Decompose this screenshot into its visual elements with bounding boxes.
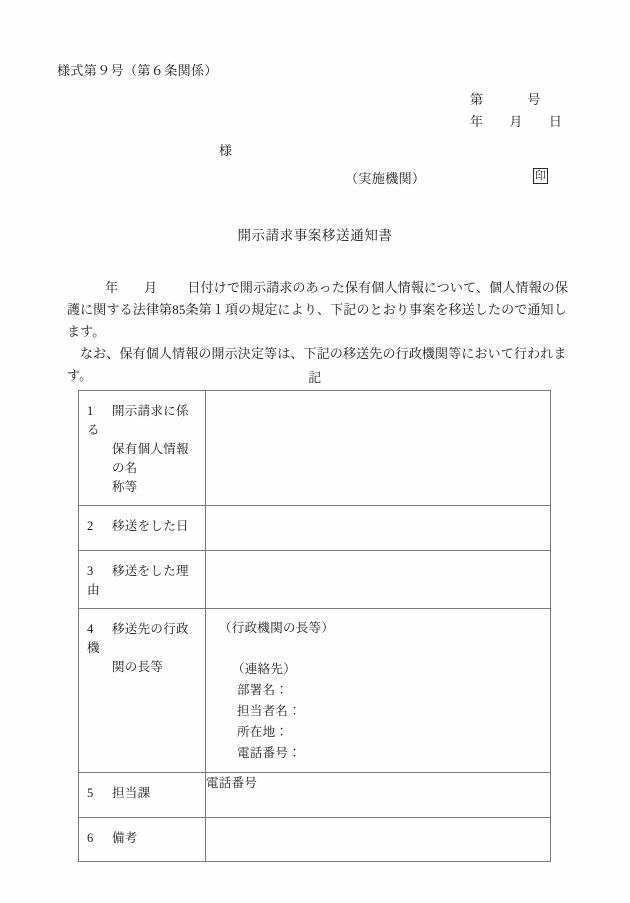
row-4-label-cell: [79, 609, 206, 773]
document-number-suffix: 号: [527, 92, 541, 107]
row-1-label: [79, 391, 205, 505]
row-1-value: [206, 391, 550, 408]
row-4-person-field[interactable]: 担当者名：: [237, 704, 302, 718]
row-3-number: 3: [87, 564, 94, 578]
row-3-value-cell[interactable]: [206, 551, 551, 609]
body-paragraph-1: [67, 277, 569, 343]
row-6-label-cell: [79, 818, 206, 862]
row-4-department-field[interactable]: 部署名：: [237, 683, 289, 697]
row-4-number: 4: [87, 622, 94, 636]
row-2-label-line1: 移送をした日: [112, 519, 189, 533]
row-5-value-cell[interactable]: [206, 773, 551, 818]
addressee-honorific: 様: [219, 143, 233, 158]
row-6-value-cell[interactable]: [206, 818, 551, 862]
row-5-label-cell: [79, 773, 206, 818]
row-2-value-cell[interactable]: [206, 506, 551, 551]
row-6-label: [79, 818, 205, 856]
table-row: [79, 773, 551, 818]
row-1-label-line2: 保有個人情報の名: [112, 442, 189, 475]
kinote-heading: 記: [308, 370, 322, 385]
row-2-value: [206, 506, 550, 523]
row-4-label-line2: 関の長等: [112, 660, 164, 674]
row-6-label-line1: 備考: [112, 831, 138, 845]
row-4-phone-field[interactable]: 電話番号：: [237, 746, 302, 760]
date-year-label: 年: [470, 114, 484, 129]
document-number-line: [470, 89, 562, 111]
document-number-label: 第: [470, 92, 484, 107]
row-2-label: [79, 506, 205, 544]
row-5-number: 5: [87, 786, 94, 800]
row-3-label-cell: [79, 551, 206, 609]
row-4-spacer: [215, 639, 542, 659]
seal-stamp-icon: 印: [535, 170, 546, 182]
row-6-number: 6: [87, 831, 94, 845]
row-4-address-field[interactable]: 所在地：: [237, 725, 289, 739]
row-6-value: [206, 818, 550, 835]
row-3-label-line1: 移送をした理由: [87, 564, 189, 597]
row-2-number: 2: [87, 519, 94, 533]
row-1-label-cell: [79, 391, 206, 506]
row-5-phone-label: 電話番号: [206, 776, 258, 790]
row-4-contact-label: （連絡先）: [232, 662, 297, 676]
row-4-label: [79, 609, 205, 685]
row-5-label-line1: 担当課: [112, 786, 151, 800]
body-paragraph-1-rest: 日付けで開示請求のあった保有個人情報について、個人情報の保護に関する法律第85条第１項の規定により、下記のとおり事案を移送したので通知します。: [67, 280, 569, 339]
row-1-label-line1: 開示請求に係る: [87, 404, 189, 437]
row-3-label: [79, 551, 205, 608]
row-4-organization-head-label: （行政機関の長等）: [219, 621, 335, 635]
row-4-value-cell[interactable]: [206, 609, 551, 773]
body-paragraph-2: なお、保有個人情報の開示決定等は、下記の移送先の行政機関等において行われます。: [67, 346, 567, 383]
table-row: [79, 391, 551, 506]
row-5-label: [79, 773, 205, 811]
date-day-label: 日: [548, 114, 563, 129]
row-4-label-line1: 移送先の行政機: [87, 622, 189, 655]
row-1-label-line3: 称等: [112, 480, 138, 494]
table-row: [79, 818, 551, 862]
row-1-value-cell[interactable]: [206, 391, 551, 506]
document-date-line: [470, 111, 562, 133]
issuer-label: （実施機関）: [345, 171, 426, 186]
row-3-value: [206, 551, 550, 568]
row-2-label-cell: [79, 506, 206, 551]
table-row: [79, 609, 551, 773]
body-date-month: 月: [144, 280, 158, 295]
row-4-value-block: [215, 618, 542, 764]
form-code: 様式第９号（第６条関係）: [57, 63, 218, 78]
document-meta-block: [470, 89, 562, 133]
row-1-number: 1: [87, 404, 94, 418]
document-title: 開示請求事案移送通知書: [237, 228, 393, 243]
table-row: [79, 506, 551, 551]
date-month-label: 月: [509, 114, 523, 129]
body-date-year: 年: [105, 280, 119, 295]
table-row: [79, 551, 551, 609]
form-table: [78, 390, 551, 862]
